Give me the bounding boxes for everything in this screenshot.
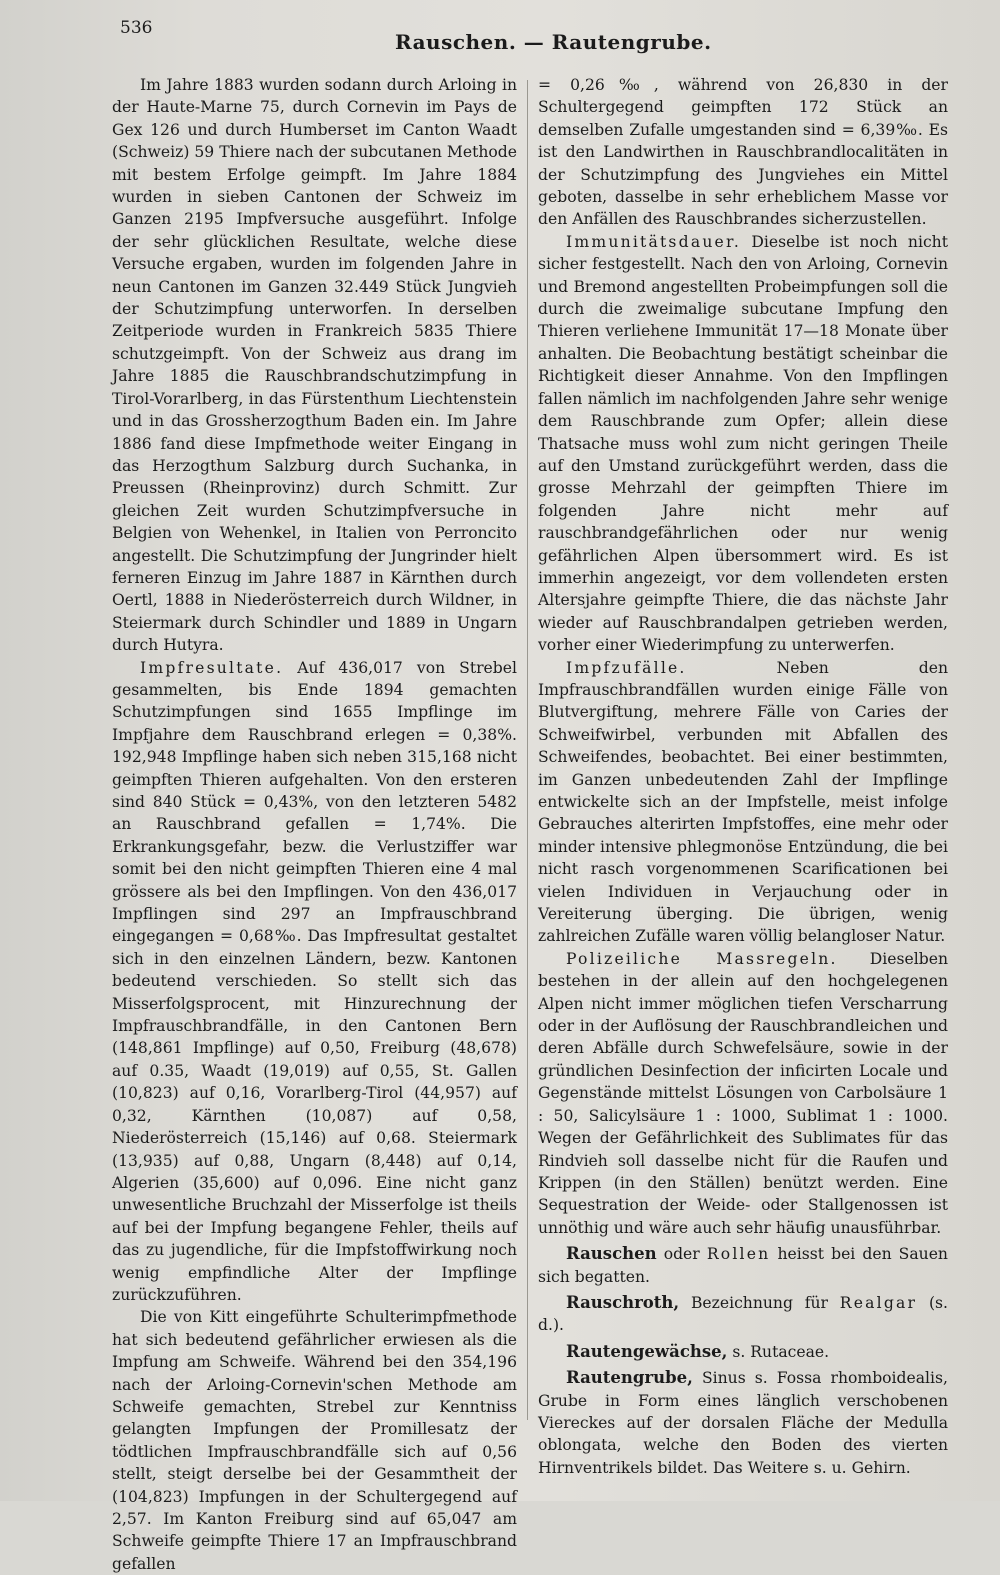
entry-rauschroth-ref: Realgar — [839, 1293, 918, 1312]
entry-rautengewaechse-text: s. Rutaceae. — [732, 1342, 830, 1361]
entry-rauschroth-text: Bezeichnung für — [690, 1293, 828, 1312]
paragraph-impfgeschichte: Im Jahre 1883 wurden sodann durch Arloing in der Haute-Marne 75, durch Cornevin im Pays de Gex 126 und durch Humberset im Canton Waadt (Schweiz) 59 Thiere nach der subcutanen Methode mit bestem Erfolge geimpft. Im Jahre 1884 wurden in sieben Cantonen der Schweiz im Ganzen 2195 Impfversuche ausgeführt. Infolge der sehr glücklichen Resultate, welche diese Versuche ergaben, wurden im folgenden Jahre in neun Cantonen im Ganzen 32.449 Stück Jungvieh der Schutzimpfung unterworfen. In derselben Zeitperiode wurden in Frankreich 5835 Thiere schutzgeimpft. Von der Schweiz aus drang im Jahre 1885 die Rauschbrandschutzimpfung in Tirol-Vorarlberg, in das Fürstenthum Liechtenstein und in das Grossherzogthum Baden ein. Im Jahre 1886 fand diese Impfmethode weiter Eingang in das Herzogthum Salzburg durch Suchanka, in Preussen (Rheinprovinz) durch Schmitt. Zur gleichen Zeit wurden Schutzimpfversuche in Belgien von Wehenkel, in Italien von Perroncito angestellt. Die Schutzimpfung der Jungrinder hielt ferneren Einzug im Jahre 1887 in Kärnthen durch Oertl, 1888 in Niederösterreich durch Wildner, in Steiermark durch Schindler und 1889 in Ungarn durch Hutyra. — [112, 76, 517, 655]
page-number: 536 — [120, 18, 153, 38]
paragraph-impfzufaelle — [538, 657, 948, 948]
paragraph-polizeiliche-massregeln — [538, 948, 948, 1239]
section-head-immunitaetsdauer: Immunitätsdauer. — [566, 232, 742, 251]
entry-rautengrube-text: Sinus s. Fossa rhomboidealis, Grube in Form eines länglich verschobenen Viereckes auf der dorsalen Fläche der Medulla oblongata, welche den Boden des vierten Hirnventrikels bildet. Das Weitere s. u. Gehirn. — [538, 1369, 948, 1477]
paragraph-impfzufaelle-text: Neben den Impfrauschbrandfällen wurden einige Fälle von Blutvergiftung, mehrere Fälle von Caries der Schweifwirbel, verbunden mit Abfallen des Schweifendes, beobachtet. Bei einer bestimmten, im Ganzen unbedeutenden Zahl der Impflinge entwickelte sich an der Impfstelle, meist infolge Gebrauches alterirten Impfstoffes, eine mehr oder minder intensive phlegmonöse Entzündung, die bei nicht rasch vorgenommenen Scarificationen bei vielen Individuen in Verjauchung oder in Vereiterung überging. Die übrigen, wenig zahlreichen Zufälle waren völlig belangloser Natur. — [538, 658, 948, 946]
paragraph-polizeiliche-massregeln-text: Dieselben bestehen in der allein auf den hochgelegenen Alpen nicht immer möglichen tiefen Verscharrung oder in der Auflösung der Rauschbrandleichen und deren Abfälle durch Schwefelsäure, sowie in der gründlichen Desinfection der inficirten Locale und Gegenstände mittelst Lösungen von Carbolsäure 1 : 50, Salicylsäure 1 : 1000, Sublimat 1 : 1000. Wegen der Gefährlichkeit des Sublimates für das Rindvieh soll dasselbe nicht für die Raufen und Krippen (in den Ställen) benützt werden. Eine Sequestration der Weide- oder Stallgenossen ist unnöthig und wäre auch sehr häufig unausführbar. — [538, 949, 948, 1237]
entry-rauschen — [538, 1243, 948, 1288]
entry-rauschen-text: heisst bei den Sauen sich begatten. — [538, 1245, 948, 1286]
entry-rauschroth-tail: (s. d.). — [538, 1293, 948, 1335]
column-divider — [527, 80, 528, 1420]
entry-rauschen-alt: Rollen — [706, 1245, 771, 1264]
paragraph-immunitaetsdauer-text: Dieselbe ist noch nicht sicher festgestellt. Nach den von Arloing, Cornevin und Bremond angestellten Probeimpfungen soll die durch die zweimalige subcutane Impfung den Thieren verliehene Immunität 17—18 Monate über anhalten. Die Beobachtung bestätigt scheinbar die Richtigkeit dieser Annahme. Von den Impflingen fallen nämlich im nachfolgenden Jahre sehr wenige dem Rauschbrande zum Opfer; allein diese Thatsache muss wohl zum nicht geringen Theile auf den Umstand zurückgeführt werden, dass die grosse Mehrzahl der geimpften Thiere im folgenden Jahre nicht mehr auf rauschbrandgefährlichen oder nur wenig gefährlichen Alpen übersommert wird. Es ist immerhin angezeigt, vor dem vollendeten ersten Altersjahre geimpfte Thiere, die das nächste Jahr wieder auf Rauschbrandalpen getrieben werden, vorher einer Wiederimpfung zu unterwerfen. — [538, 232, 948, 655]
entry-rauschroth — [538, 1292, 948, 1337]
paragraph-continuation: = 0,26‰, während von 26,830 in der Schultergegend geimpften 172 Stück an demselben Zufalle umgestanden sind = 6,39‰. Es ist den Landwirthen in Rauschbrandlocalitäten in der Schutzimpfung des Jungviehes ein Mittel geboten, dasselbe in sehr erheblichem Masse vor den Anfällen des Rauschbrandes sicherzustellen. — [538, 76, 948, 229]
section-head-impfzufaelle: Impfzufälle. — [566, 658, 687, 677]
right-column — [538, 74, 948, 1479]
paragraph-impfresultate-text: Auf 436,017 von Strebel gesammelten, bis Ende 1894 gemachten Schutzimpfungen sind 1655 Impflinge im Impfjahre dem Rauschbrand erlegen = 0,38%. 192,948 Impflinge haben sich neben 315,168 nicht geimpften Thieren aufgehalten. Von den ersteren sind 840 Stück = 0,43%, von den letzteren 5482 an Rauschbrand gefallen = 1,74%. Die Erkrankungsgefahr, bezw. die Verlustziffer war somit bei den nicht geimpften Thieren eine 4 mal grössere als bei den Impflingen. Von den 436,017 Impflingen sind 297 an Impfrauschbrand eingegangen = 0,68‰. Das Impfresultat gestaltet sich in den einzelnen Ländern, bezw. Kantonen bedeutend verschieden. So stellt sich das Misserfolgsprocent, mit Hinzurechnung der Impfrauschbrandfälle, in den Cantonen Bern (148,861 Impflinge) auf 0,50, Freiburg (48,678) auf 0.35, Waadt (19,019) auf 0,55, St. Gallen (10,823) auf 0,16, Vorarlberg-Tirol (44,957) auf 0,32, Kärnthen (10,087) auf 0,58, Niederösterreich (15,146) auf 0,68. Steiermark (13,935) auf 0,88, Ungarn (8,448) auf 0,14, Algerien (35,600) auf 0,096. Eine nicht ganz unwesentliche Bruchzahl der Misserfolge ist theils auf bei der Impfung begangene Fehler, theils auf das zu jugendliche, für die Impfstoffwirkung noch wenig empfindliche Alter der Impflinge zurückzuführen. — [112, 658, 517, 1304]
lemma-rauschen: Rauschen — [566, 1244, 657, 1264]
section-head-polizeiliche-massregeln: Polizeiliche Massregeln. — [566, 949, 838, 968]
entry-rautengewaechse — [538, 1341, 948, 1363]
lemma-rauschroth: Rauschroth, — [566, 1292, 680, 1312]
paragraph-schulterimpfung: Die von Kitt eingeführte Schulterimpfmethode hat sich bedeutend gefährlicher erwiesen als die Impfung am Schweife. Während bei den 354,196 nach der Arloing-Cornevin'schen Methode am Schweife gemachten, Strebel zur Kenntniss gelangten Impfungen der Promillesatz der tödtlichen Impfrauschbrandfälle sich auf 0,56 stellt, steigt derselbe bei der Gesammtheit der (104,823) Impfungen in der Schultergegend auf 2,57. Im Kanton Freiburg sind auf 65,047 am Schweife geimpfte Thiere 17 an Impfrauschbrand gefallen — [112, 1308, 517, 1573]
paragraph-impfresultate — [112, 657, 517, 1307]
running-head: Rauschen. — Rautengrube. — [395, 30, 712, 54]
paragraph-immunitaetsdauer — [538, 231, 948, 657]
lemma-rautengewaechse: Rautengewächse, — [566, 1341, 728, 1361]
lemma-rautengrube: Rautengrube, — [566, 1368, 693, 1388]
entry-rauschen-connector: oder — [663, 1245, 700, 1264]
left-column — [112, 74, 517, 1575]
section-head-impfresultate: Impfresultate. — [140, 658, 284, 677]
entry-rautengrube — [538, 1367, 948, 1479]
